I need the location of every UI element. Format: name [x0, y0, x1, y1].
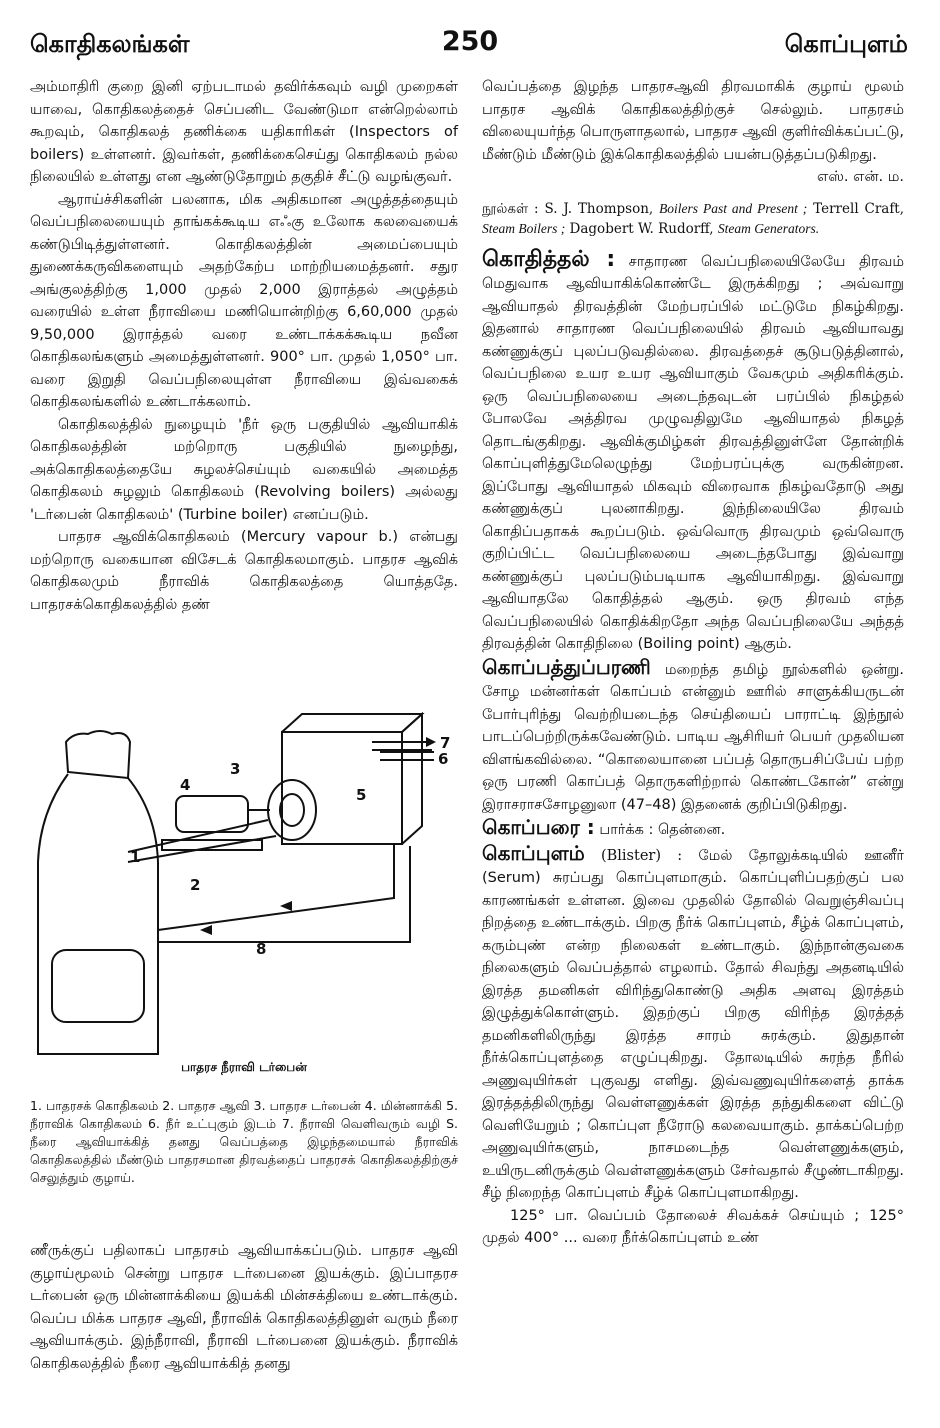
parani-headword: கொப்பத்துப்பரணி [482, 654, 651, 679]
label-4: 4 [180, 776, 191, 794]
mercury-continuation-paragraph: ணீருக்குப் பதிலாகப் பாதரசம் ஆவியாக்கப்படும். பாதரச ஆவி குழாய்மூலம் சென்று பாதரச டர்பைனை இயக்கும். இப்பாதரச டர்பைன் ஒரு மின்னாக்கியை இயக்கி மின்சக்தியை உண்டாக்கும். வெப்ப மிக்க பாதரச ஆவி, நீராவிக் கொதிகலத்தினுள் வரும் நீரை ஆவியாக்கும். இந்நீராவி, நீராவி டர்பைனை இயக்கும். நீராவிக் கொதிகலத்தில் நீரை ஆவியாக்கித் தனது [30, 1243, 458, 1372]
running-head-right: கொப்புளம் [784, 30, 908, 58]
blister-english: (Blister) : [600, 847, 683, 864]
parani-body: மறைந்த தமிழ் நூல்களில் ஒன்று. சோழ மன்னர்கள் கொப்பம் என்னும் ஊரில் சாளுக்கியருடன் போர்புரிந்து வெற்றியடைந்த செய்தியைப் பாராட்டி இந்நூல் பாடப்பெற்றிருக்கவேண்டும். பாடிய ஆசிரியர் பெயர் முதலியன விளங்கவில்லை. “கொலையானை பப்பத் தொருபசிப்பேய் பற்ற ஒரு பரணி கொப்பத் தொருகளிற்றால் கொண்டகோன்” என்று இராசராசசோழனுலா (47–48) இதனைக் குறிப்பிடுகிறது. [482, 661, 905, 813]
pparai-headword: கொப்பரை : [482, 815, 595, 839]
furnace-door-shape [52, 950, 144, 1022]
research-paragraph: ஆராய்ச்சிகளின் பலனாக, மிக அதிகமான அழுத்தத்தையும் வெப்பநிலையையும் தாங்கக்கூடிய எஃகு உலோக கலவையைக் கண்டுபிடித்துள்ளனர். கொதிகலத்தின் அமைப்பையும் துணைக்கருவிகளையும் அதற்கேற்ப மாற்றியமைத்தனர். சதுர அங்குலத்திற்கு 1,000 முதல் 2,000 இராத்தல் அழுத்தம் வரையில் உள்ள நீராவியை மணியொன்றிற்கு 6,60,000 முதல் 9,50,000 இராத்தல் வரை உண்டாக்கக்கூடிய நவீன கொதிகலங்களும் அமைத்துள்ளனர். 900° பா. முதல் 1,050° பா. வரை இறுதி வெப்பநிலையுள்ள நீராவியை இவ்வகைக் கொதிகலங்களில் உண்டாக்கலாம். [30, 191, 458, 410]
mercury-vapour-paragraph: பாதரச ஆவிக்கொதிகலம் (Mercury vapour b.) என்பது மற்றொரு வகையான விசேடக் கொதிகலமாகும். பாதரச ஆவிக் கொதிகலமும் நீராவிக் கொதிகலத்தை யொத்ததே. பாதரசக்கொதிகலத்தில் தண் [30, 529, 458, 613]
pparai-body: பார்க்க : தென்னை. [599, 822, 726, 838]
label-1: 1 [130, 848, 141, 866]
boiler-inspection-paragraph: அம்மாதிரி குறை இனி ஏற்படாமல் தவிர்க்கவும் வழி முறைகள் யாவை, கொதிகலத்தைச் செப்பனிட வேண்டுமா என்றெல்லாம் கூறவும், கொதிகலத் தணிக்கை யதிகாரிகள் (Inspectors of boilers) உள்ளனர். இவர்கள், தணிக்கைசெய்து கொதிகலம் நல்ல நிலையில் உள்ளது என ஆண்டுதோறும் தகுதிச் சீட்டு வழங்குவர். [30, 79, 458, 185]
boiler-body-shape [38, 774, 158, 1054]
label-5: 5 [356, 786, 367, 804]
right-column [482, 76, 904, 1250]
references: நூல்கள் : S. J. Thompson, Boilers Past and Present ; Terrell Craft, Steam Boilers ; Dagobert W. Rudorff, Steam Generators. [482, 200, 905, 237]
revolving-boiler-paragraph: கொதிகலத்தில் நுழையும் 'நீர் ஒரு பகுதியில் ஆவியாகிக் கொதிகலத்தின் மற்றொரு பகுதியில் நுழைந்து, அக்கொதிகலத்தையே சுழலச்செய்யும் வகையில் அமைத்த கொதிகலம் சுழலும் கொதிகலம் (Revolving boilers) அல்லது 'டர்பைன் கொதிகலம்' (Turbine boiler) எனப்படும். [30, 416, 458, 523]
blister-body: மேல் தோலுக்கடியில் ஊனீர் (Serum) சுரப்பது கொப்புளமாகும். கொப்புளிப்பதற்குப் பல காரணங்கள் உள்ளன. இவை முதலில் தோலில் வெறுஞ்சிவப்பு நிறத்தை உண்டாக்கும். பிறகு நீர்க் கொப்புளம், சீழ்க் கொப்புளம், கரும்புண் என்ற நிலைகள் உண்டாகும். இந்நான்குவகை நிலைகளும் வெப்பத்தால் எழலாம். தோல் சிவந்து அதனடியில் இரத்த தமனிகள் விரிந்துகொண்டு அதிக அளவு இரத்தம் இழுத்துக்கொள்ளும். இதற்குப் பிறகு விரிந்த இரத்தத் தமனிகளிலிருந்து இரத்த சாரம் சுரக்கும். இதுதான் நீர்க்கொப்புளத்தை எழுப்புகிறது. தோலடியில் சுரந்த நீரில் அணுவுயிர்கள் புகுவது எளிது. இவ்வணுவுயிர்களைத் தாக்க இரத்தத்திலிருந்து வெள்ளணுக்கள் இரத்த தந்துகிகளை விட்டு வெளியேறும் ; கொப்புள நீரோடு கலவையாகும். தாக்கப்பெற்ற அணுவுயிர்களும், நாசமடைந்த வெள்ளணுக்களும், உயிருடனிருக்கும் வெள்ளணுக்களும் சேர்வதால் சீழுண்டாகிறது. சீழ் நிறைந்த கொப்புளம் சீழ்க் கொப்புளமாகிறது. [482, 847, 905, 1201]
label-7: 7 [440, 734, 451, 752]
page-number: 250 [441, 26, 499, 57]
blister-entry [482, 842, 904, 1205]
parani-entry [482, 656, 904, 817]
mercury-turbine-diagram [30, 692, 458, 1060]
running-head-left: கொதிகலங்கள் [30, 30, 190, 58]
kothithal-headword: கொதித்தல் : [482, 246, 616, 272]
mercury-turbine-figure [30, 692, 458, 1082]
left-column-top [30, 76, 458, 616]
label-3: 3 [230, 760, 241, 778]
blister-headword: கொப்புளம் [482, 840, 585, 865]
mercury-end-paragraph: வெப்பத்தை இழந்த பாதரசஆவி திரவமாகிக் குழாய் மூலம் பாதரச ஆவிக் கொதிகலத்திற்குச் செல்லும். பாதரசம் விலையுயர்ந்த பொருளாதலால், பாதரச ஆவி குளிர்விக்கப்பட்டு, மீண்டும் மீண்டும் இக்கொதிகலத்தில் பயன்படுத்தப்படுகிறது. [482, 79, 904, 163]
kothithal-entry [482, 246, 905, 656]
figure-legend: 1. பாதரசக் கொதிகலம் 2. பாதரச ஆவி 3. பாதரச டர்பைன் 4. மின்னாக்கி 5. நீராவிக் கொதிகலம் 6. நீர் உட்புகும் இடம் 7. நீராவி வெளிவரும் வழி S. நீரை ஆவியாக்கித் தனது வெப்பத்தை இழந்தமையால் நீராவிக் கொதிகலத்தில் மீண்டும் பாதரசமான திரவத்தைப் பாதரசக் கொதிகலத்திற்குச் செலுத்தும் குழாய். [30, 1098, 458, 1185]
label-6: 6 [438, 750, 449, 768]
label-2: 2 [190, 876, 201, 894]
pparai-entry [482, 816, 904, 842]
page-header [0, 0, 940, 60]
figure-caption: பாதரச நீராவி டர்பைன் [181, 1060, 307, 1074]
label-8: 8 [256, 940, 267, 958]
left-column-bottom [30, 1240, 458, 1375]
blister-temperature-paragraph: 125° பா. வெப்பம் தோலைச் சிவக்கச் செய்யும் ; 125° முதல் 400° ... வரை நீர்க்கொப்புளம் உண் [482, 1207, 904, 1246]
chimney-shape [66, 731, 130, 778]
author-signature: எஸ். என். ம. [817, 169, 904, 185]
kothithal-body: சாதாரண வெப்பநிலையிலேயே திரவம் மெதுவாக ஆவியாகிக்கொண்டே இருக்கிறது ; அவ்வாறு ஆவியாதல் திரவத்தின் மேற்பரப்பில் மட்டுமே நிகழ்கிறது. இதனால் சாதாரண வெப்பநிலையில் திரவம் ஆவியாவது கண்ணுக்குப் புலப்படுவதில்லை. திரவத்தைச் சூடுபடுத்தினால், வெப்பநிலை உயர உயர ஆவியாகும் வேகமும் அதிகரிக்கும். ஒரு வெப்பநிலையை அடைந்தவுடன் பரப்பில் நிகழ்தல் போலவே அத்திரவ முழுவதிலுமே ஆவியாதல் நிகழத் தொடங்குகிறது. ஆவிக்குமிழ்கள் திரவத்தினுள்ளே தோன்றிக் கொப்புளித்துமேலெழுந்து மேற்பரப்புக்கு வருகின்றன. இப்போது ஆவியாதல் மிகவும் விரைவாக நிகழ்வதோடு அது கண்ணுக்குப் புலனாகிறது. இந்நிலையிலே திரவம் கொதிப்பதாகக் கூறப்படும். ஒவ்வொரு திரவமும் ஒவ்வொரு குறிப்பிட்ட வெப்பநிலையை அடைந்தபோது இவ்வாறு கண்ணுக்குப் புலப்படும்படியாக ஆவியாகிறது. இவ்வாறு ஆவியாதலே கொதித்தல் ஆகும். ஒரு திரவம் எந்த வெப்பநிலையில் கொதிக்கிறதோ அந்த வெப்பநிலையே அந்தத் திரவத்தின் கொதிநிலை (Boiling point) ஆகும். [482, 253, 905, 652]
